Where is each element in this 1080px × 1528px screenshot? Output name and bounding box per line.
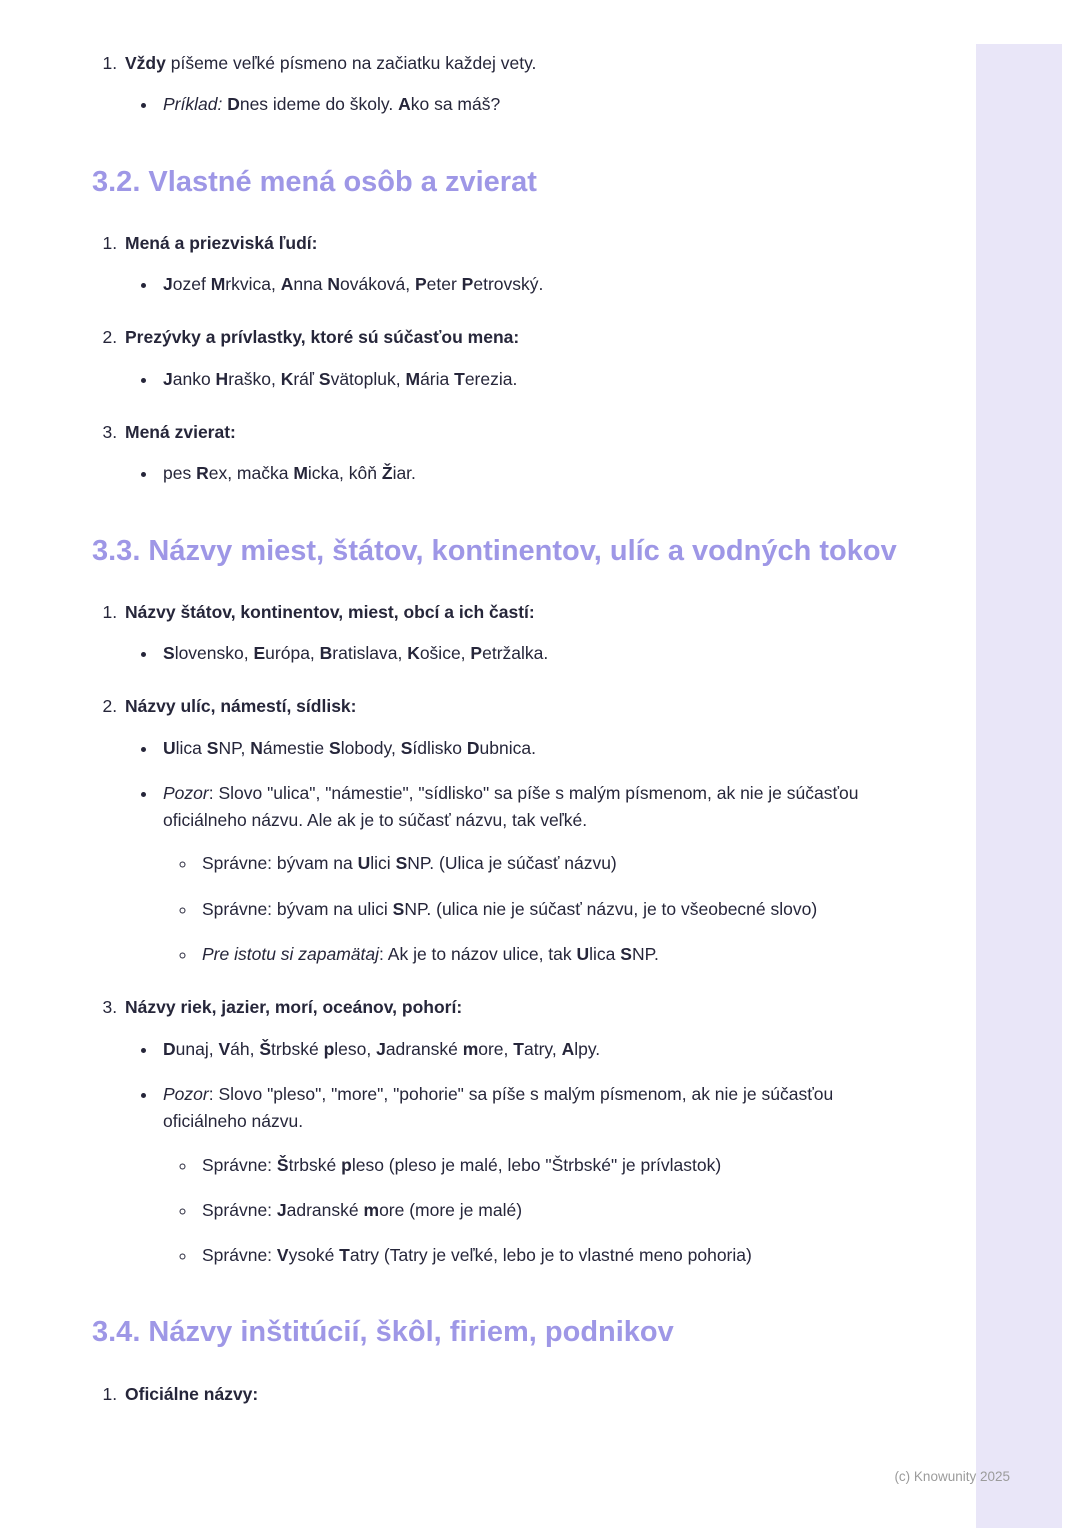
- list-item: [197, 1242, 904, 1269]
- section-3-2-list: [92, 230, 904, 488]
- list-item: [197, 1152, 904, 1179]
- detail-text: ◦ Správne: Štrbské pleso (pleso je malé, lebo "Štrbské" je prívlastok): [202, 1154, 722, 1175]
- detail-text: ◦ Správne: Vysoké Tatry (Tatry je veľké, lebo je to vlastné meno pohoria): [202, 1245, 752, 1266]
- detail-text: ◦ Správne: Jadranské more (more je malé): [202, 1199, 523, 1220]
- list-item-title: 3. Mená zvierat:: [125, 421, 236, 442]
- list-item: [158, 1081, 904, 1269]
- list-item: [122, 230, 904, 299]
- list-item: [122, 599, 904, 668]
- list-item: [197, 850, 904, 877]
- list-item: [197, 896, 904, 923]
- list-item-title: 1. Mená a priezviská ľudí:: [125, 232, 318, 253]
- list-item: [197, 1197, 904, 1224]
- list-item: [158, 271, 904, 298]
- copyright-notice: (c) Knowunity 2025: [894, 1469, 1010, 1484]
- list-item: [158, 91, 904, 118]
- section-heading-3-4: 3.4. Názvy inštitúcií, škôl, firiem, podnikov: [92, 1316, 674, 1349]
- detail-text: ◦ Správne: bývam na ulici SNP. (ulica nie je súčasť názvu, je to všeobecné slovo): [202, 898, 818, 919]
- section-3-3-list: [92, 599, 904, 1270]
- example-text: • Ulica SNP, Námestie Slobody, Sídlisko Dubnica.: [163, 737, 536, 758]
- section-heading-3-2: 3.2. Vlastné mená osôb a zvierat: [92, 165, 537, 198]
- list-item-title: 1. Názvy štátov, kontinentov, miest, obcí a ich častí:: [125, 601, 535, 622]
- list-item: [158, 460, 904, 487]
- detail-text: ◦ Pre istotu si zapamätaj: Ak je to názov ulice, tak Ulica SNP.: [202, 944, 659, 965]
- example-text: • Jozef Mrkvica, Anna Nováková, Peter Petrovský.: [163, 274, 544, 295]
- note-text: • Pozor: Slovo "ulica", "námestie", "sídlisko" sa píše s malým písmenom, ak nie je súčasťou oficiálneho názvu. Ale ak je to súčasť názvu, tak veľké.: [163, 782, 859, 831]
- list-item: [197, 941, 904, 968]
- list-item-title: 1. Oficiálne názvy:: [125, 1383, 259, 1404]
- example-text: • pes Rex, mačka Micka, kôň Žiar.: [163, 463, 416, 484]
- list-item: [122, 994, 904, 1269]
- example-text: • Príklad: Dnes ideme do školy. Ako sa máš?: [163, 94, 501, 115]
- example-text: • Dunaj, Váh, Štrbské pleso, Jadranské more, Tatry, Alpy.: [163, 1038, 601, 1059]
- section-heading-3-3: 3.3. Názvy miest, štátov, kontinentov, ulíc a vodných tokov: [92, 534, 897, 567]
- detail-text: ◦ Správne: bývam na Ulici SNP. (Ulica je súčasť názvu): [202, 853, 617, 874]
- list-item: [122, 324, 904, 393]
- note-text: • Pozor: Slovo "pleso", "more", "pohorie" sa píše s malým písmenom, ak nie je súčasťou oficiálneho názvu.: [163, 1083, 834, 1132]
- list-item: [122, 419, 904, 488]
- rule-text: 1. Vždy píšeme veľké písmeno na začiatku každej vety.: [125, 53, 537, 73]
- list-item-title: 2. Názvy ulíc, námestí, sídlisk:: [125, 696, 357, 717]
- list-item: [122, 693, 904, 968]
- list-item: [122, 50, 904, 119]
- list-item: [158, 735, 904, 762]
- list-item: [158, 366, 904, 393]
- example-text: • Slovensko, Európa, Bratislava, Košice, Petržalka.: [163, 642, 549, 663]
- section-3-4-list: [92, 1381, 904, 1408]
- list-item-title: 2. Prezývky a prívlastky, ktoré sú súčasťou mena:: [125, 327, 520, 348]
- list-item-title: 3. Názvy riek, jazier, morí, oceánov, pohorí:: [125, 997, 463, 1018]
- list-item: [158, 640, 904, 667]
- example-text: • Janko Hraško, Kráľ Svätopluk, Mária Terezia.: [163, 368, 518, 389]
- intro-list: [92, 50, 904, 119]
- list-item: [122, 1381, 904, 1408]
- list-item: [158, 780, 904, 968]
- page-edge-accent: [976, 44, 1062, 1528]
- document-page: [92, 50, 904, 1434]
- list-item: [158, 1036, 904, 1063]
